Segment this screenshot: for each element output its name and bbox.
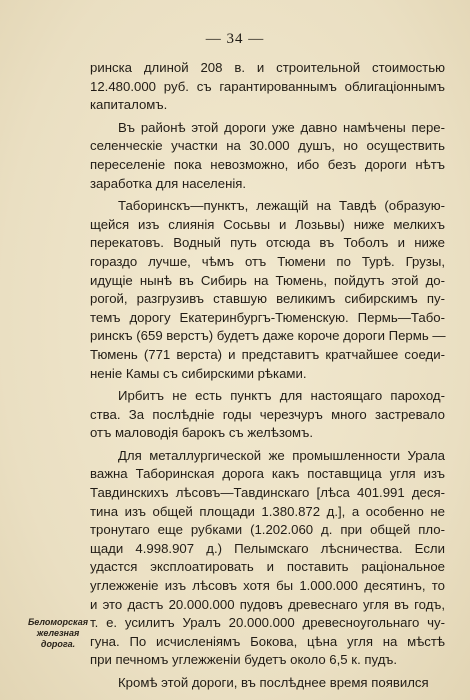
paragraph	[90, 447, 445, 670]
text-line: отъ маловодія барокъ съ желѣзомъ.	[90, 425, 314, 441]
text-line: неніе Камы съ сибирскими рѣками.	[90, 365, 307, 381]
text-line: удастся эксплоатировать и поставить раціональное	[90, 559, 445, 575]
margin-note	[24, 617, 92, 650]
text-line: т. е. усилитъ Уралъ 20.000.000 древесноугольнаго чу-	[90, 615, 445, 631]
text-line: гуна. По исчисленіямъ Бокова, цѣна угля на мѣстѣ	[90, 633, 445, 649]
text-line: ринскъ (659 верстъ) будетъ даже короче дороги Пермь —	[90, 328, 446, 344]
text-line: рогой, разгрузивъ ставшую великимъ сибирскимъ пу-	[90, 291, 445, 307]
text-line: щейся изъ слиянія Сосьвы и Лозьвы) ниже мелкихъ	[90, 216, 445, 232]
text-line: ринска длиной 208 в. и строительной стоимостью	[90, 60, 445, 75]
text-line: идущіе нынѣ въ Сибирь на Тюмень, пойдутъ этой до-	[90, 272, 445, 288]
body-text	[90, 59, 445, 697]
text-line: Тавдинскихъ лѣсовъ—Тавдинскаго [лѣса 401.991 деся-	[90, 485, 445, 501]
paragraph	[90, 119, 445, 193]
text-line: и это дастъ 20.000.000 пудовъ древеснаго угля въ годъ,	[90, 596, 445, 612]
text-line: важна Таборинская дорога какъ поставщица угля изъ	[90, 466, 445, 482]
text-line: темъ дорогу Екатеринбургъ-Тюменскую. Пермь—Табо-	[90, 309, 445, 325]
text-line: тронутаго еще рубками (1.202.060 д. при общей пло-	[90, 522, 445, 538]
paragraph	[90, 387, 445, 443]
text-line: щади 4.998.907 д.) Пелымскаго лѣсничества. Если	[90, 540, 445, 556]
text-line: Тюмень (771 верста) и представитъ кратчайшее соеди-	[90, 346, 445, 362]
paragraph	[90, 674, 445, 693]
text-line: селенческіе участки на 30.000 душъ, но осуществить	[90, 138, 445, 154]
text-line: Кромѣ этой дороги, въ послѣднее время появился	[118, 675, 429, 690]
text-line: переселеніе пока невозможно, ибо безъ дороги нѣтъ	[90, 156, 445, 172]
text-line: капиталомъ.	[90, 97, 168, 113]
text-line: при печномъ углежженіи будетъ около 6,5 к. пудъ.	[90, 652, 398, 668]
text-line: Ирбитъ не есть пунктъ для настоящаго пароход-	[118, 388, 445, 404]
text-line: заработка для населенія.	[90, 175, 247, 191]
paragraph	[90, 59, 445, 115]
page-number: — 34 —	[205, 31, 265, 47]
paragraph	[90, 197, 445, 383]
text-line: перекатовъ. Водный путь отсюда въ Тоболъ и ниже	[90, 235, 445, 251]
text-line: 12.480.000 руб. съ гарантированнымъ облигаціоннымъ	[90, 78, 445, 94]
text-line: ства. За послѣдніе годы черезчуръ много застревало	[90, 406, 445, 422]
margin-note-line: Беломорская	[27, 617, 89, 627]
text-line: Таборинскъ—пунктъ, лежащій на Тавдѣ (образую-	[118, 198, 445, 214]
text-line: Для металлургической же промышленности Урала	[118, 447, 445, 463]
text-line: углежженіе изъ лѣсовъ хотя бы 1.000.000 десятинъ, то	[90, 578, 445, 594]
text-line: Въ районѣ этой дороги уже давно намѣчены пере-	[118, 119, 445, 135]
text-line: гораздо лучше, чѣмъ отъ Тюмени по Турѣ. Грузы,	[90, 253, 445, 269]
margin-note-line: железная дорога.	[36, 628, 80, 649]
text-line: тина изъ общей площади 1.380.872 д.], а особенно не	[90, 503, 445, 519]
